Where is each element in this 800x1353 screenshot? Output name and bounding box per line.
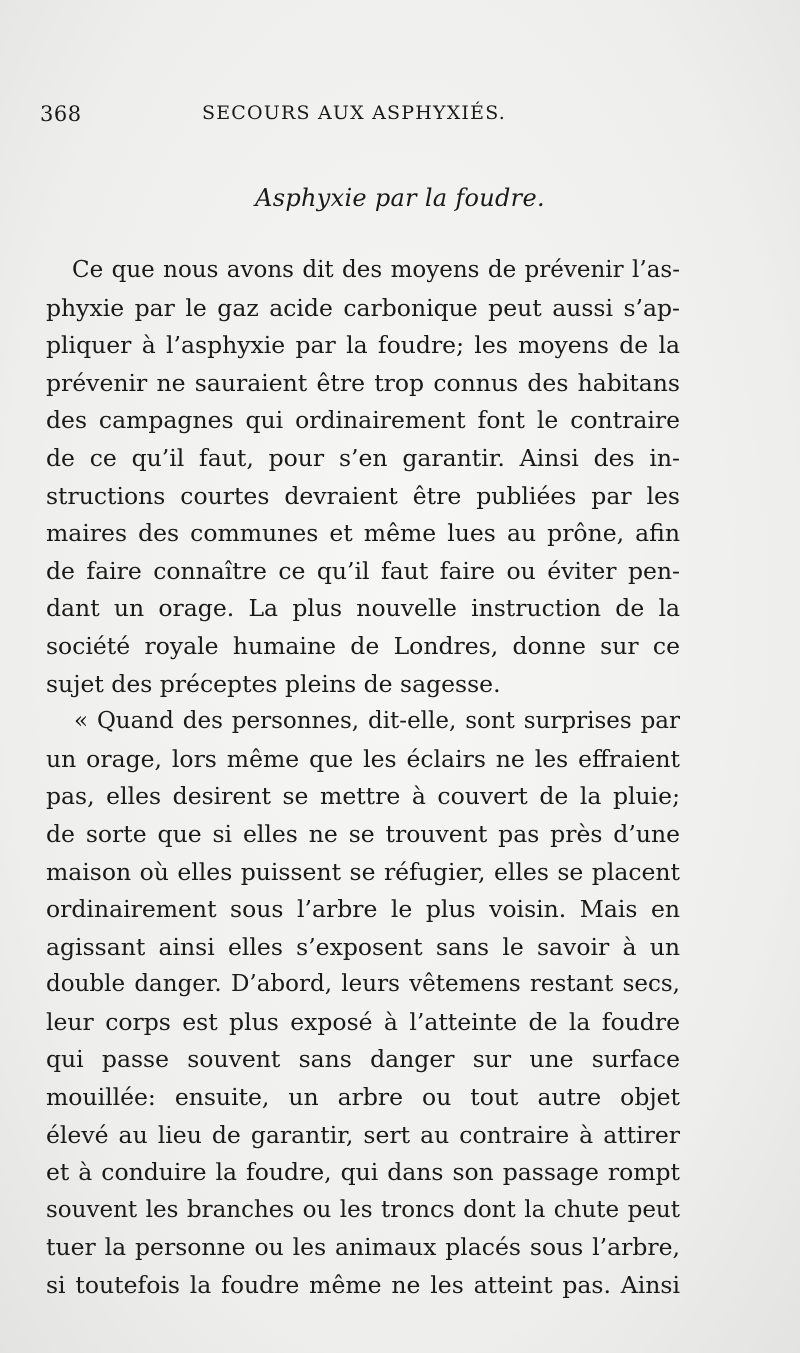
text-line: sujet des préceptes pleins de sagesse. — [46, 669, 501, 698]
text-line: un orage, lors même que les éclairs ne les effraient — [46, 744, 680, 773]
text-line: dant un orage. La plus nouvelle instruction de la — [46, 594, 680, 623]
text-line: si toutefois la foudre même ne les atteint pas. Ainsi — [46, 1271, 680, 1300]
text-line: maison où elles puissent se réfugier, elles se placent — [46, 857, 680, 886]
text-line: qui passe souvent sans danger sur une surface — [46, 1045, 680, 1074]
text-line: mouillée: ensuite, un arbre ou tout autre objet — [46, 1083, 680, 1112]
text-line: de ce qu’il faut, pour s’en garantir. Ainsi des in- — [46, 443, 680, 472]
page-number: 368 — [40, 102, 82, 126]
text-line: « Quand des personnes, dit-elle, sont surprises par — [74, 708, 680, 735]
text-line: agissant ainsi elles s’exposent sans le savoir à un — [46, 932, 680, 961]
page-header — [40, 102, 740, 132]
text-line: tuer la personne ou les animaux placés sous l’arbre, — [46, 1233, 680, 1262]
text-line: phyxie par le gaz acide carbonique peut aussi s’ap- — [46, 293, 680, 322]
text-line: maires des communes et même lues au prône, afin — [46, 519, 680, 548]
body-text — [46, 252, 680, 1305]
text-line: pliquer à l’asphyxie par la foudre; les moyens de la — [46, 331, 680, 360]
text-line: structions courtes devraient être publiées par les — [46, 481, 680, 510]
text-line: de faire connaître ce qu’il faut faire ou éviter pen- — [46, 556, 680, 585]
text-line: prévenir ne sauraient être trop connus des habitans — [46, 368, 680, 397]
text-line: souvent les branches ou les troncs dont la chute peut — [46, 1196, 680, 1223]
text-line: pas, elles desirent se mettre à couvert de la pluie; — [46, 782, 680, 811]
text-line: leur corps est plus exposé à l’atteinte de la foudre — [46, 1007, 680, 1036]
text-line: des campagnes qui ordinairement font le contraire — [46, 406, 680, 435]
section-title: Asphyxie par la foudre. — [255, 184, 545, 212]
running-head: SECOURS AUX ASPHYXIÉS. — [202, 102, 506, 124]
text-line: Ce que nous avons dit des moyens de prévenir l’as- — [72, 257, 680, 283]
text-line: ordinairement sous l’arbre le plus voisin. Mais en — [46, 895, 680, 924]
text-line: et à conduire la foudre, qui dans son passage rompt — [46, 1158, 680, 1187]
text-line: de sorte que si elles ne se trouvent pas près d’une — [46, 819, 680, 848]
text-line: double danger. D’abord, leurs vêtemens restant secs, — [46, 971, 680, 998]
text-line: élevé au lieu de garantir, sert au contraire à attirer — [46, 1120, 680, 1149]
text-line: société royale humaine de Londres, donne sur ce — [46, 631, 680, 660]
